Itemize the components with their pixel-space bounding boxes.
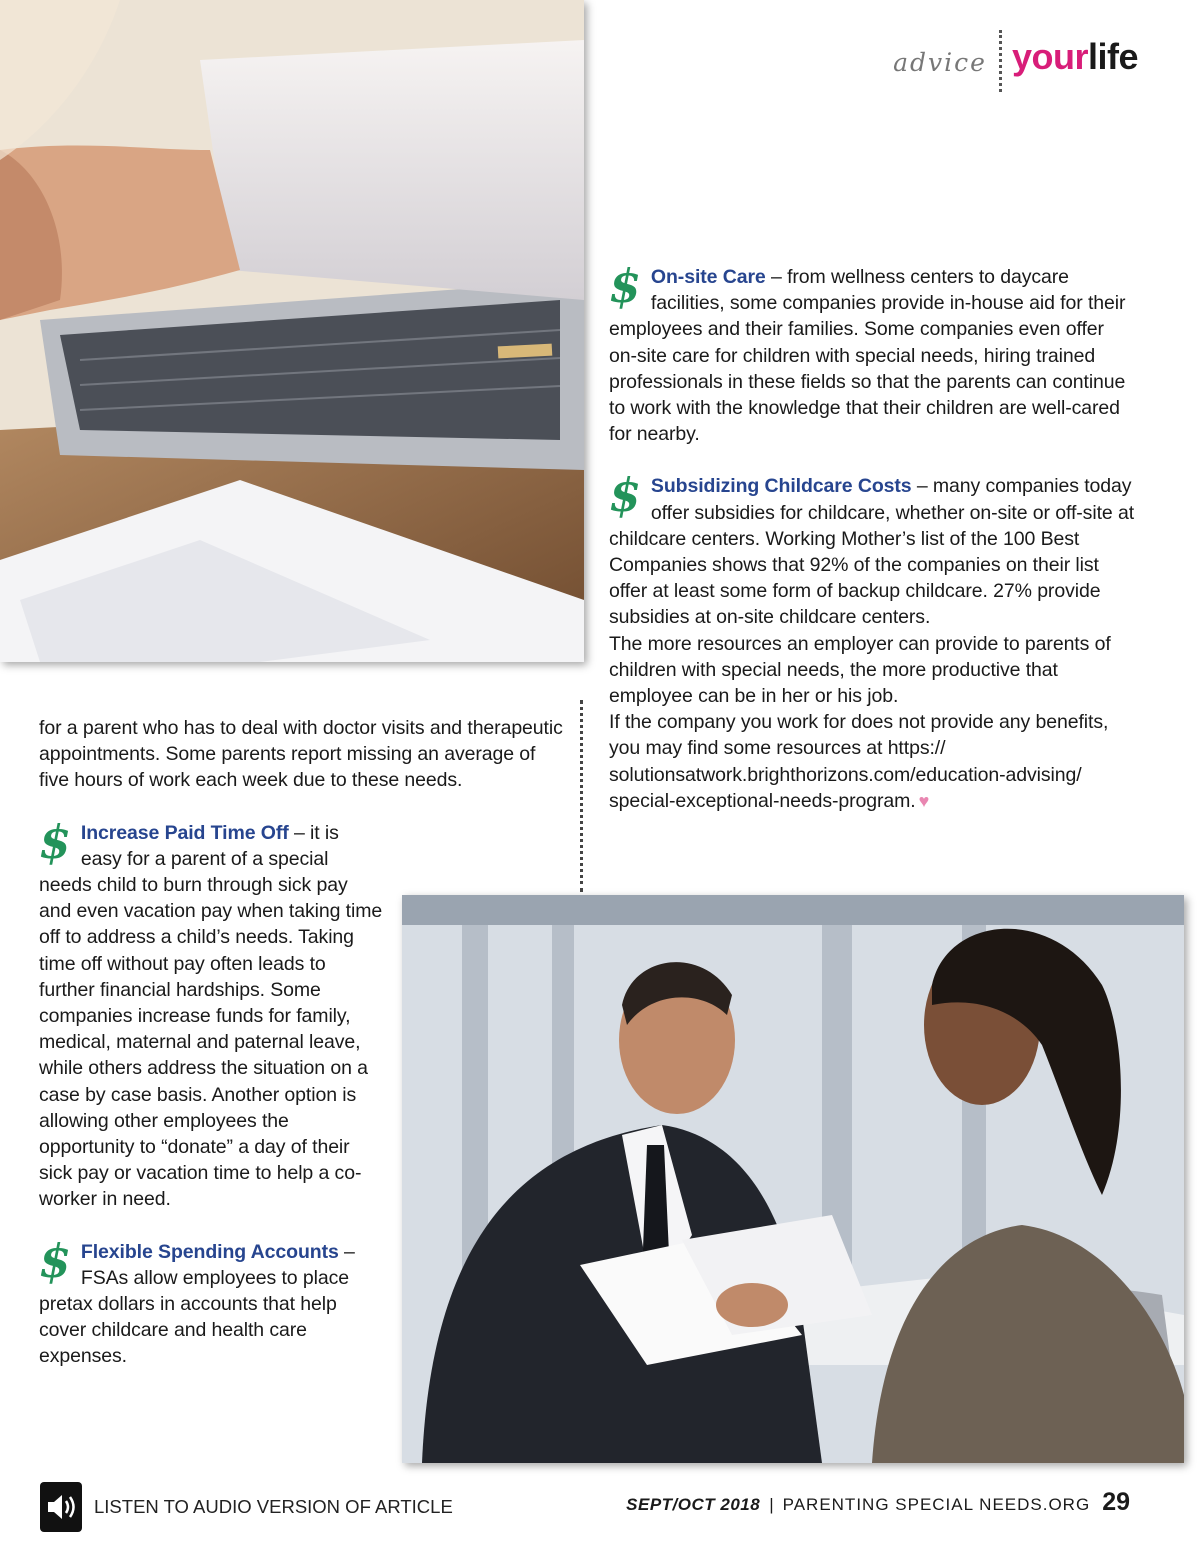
list-item [609, 259, 1137, 447]
closing-paragraph-1: The more resources an employer can provide to parents of children with special needs, the more productive that employee can be in her or his job. [609, 632, 1111, 708]
dollar-sign-icon: $ [609, 259, 641, 313]
section-title [1012, 36, 1138, 78]
site-name: PARENTING SPECIAL NEEDS.ORG [782, 1495, 1091, 1514]
heart-icon: ♥ [918, 790, 930, 811]
handshake-laptop-photo [0, 0, 584, 662]
list-item [39, 1233, 384, 1370]
item-body: – it is easy for a parent of a special needs child to burn through sick pay and even vacation pay when taking time off to address a child’s needs. Taking time off without pay often leads to further financial hardships. Some companies increase funds for family, medical, maternal and paternal leave, while others address the situation on a case by case basis. Another option is allowing other employees the opportunity to “donate” a day of their sick pay or vacation time to help a co-worker in need. [39, 821, 383, 1211]
resource-link-text: If the company you work for does not provide any benefits, you may find some resources at https:// solutionsatwork.brighthorizons.com/education-advising/ special-exceptional-needs-program. [609, 711, 1109, 812]
intro-paragraph: for a parent who has to deal with doctor visits and therapeutic appointments. Some parents report missing an average of five hours of work each week due to these needs. [39, 717, 563, 792]
section-title-your: your [1011, 36, 1088, 77]
footer-separator: | [769, 1495, 774, 1514]
item-body: – FSAs allow employees to place pretax dollars in accounts that help cover childcare and health care expenses. [39, 1240, 355, 1368]
dollar-sign-icon: $ [39, 814, 71, 869]
item-heading: Increase Paid Time Off [80, 821, 289, 844]
column-divider [580, 700, 583, 892]
list-item [609, 468, 1137, 630]
dollar-sign-icon: $ [39, 1233, 71, 1288]
left-column [39, 715, 564, 1370]
section-header [893, 30, 1138, 94]
page-number: 29 [1102, 1488, 1130, 1516]
issue-date: SEPT/OCT 2018 [626, 1495, 761, 1514]
section-word: advice [893, 48, 987, 77]
handshake-laptop-illustration [0, 0, 584, 662]
section-divider [999, 30, 1002, 92]
item-heading: Flexible Spending Accounts [80, 1240, 339, 1263]
section-title-life: life [1087, 36, 1138, 77]
right-column [609, 259, 1137, 814]
audio-link[interactable] [40, 1482, 453, 1532]
page-footer [626, 1488, 1130, 1517]
item-heading: Subsidizing Childcare Costs [650, 475, 912, 498]
closing-paragraph-2 [609, 709, 1137, 814]
item-body: – from wellness centers to daycare facilities, some companies provide in-house aid for their employees and their families. Some companies even offer on-site care for children with special needs, hiring trained professionals in these fields so that the parents can continue to work with the knowledge that their children are well-cared for nearby. [609, 266, 1126, 446]
speaker-icon[interactable] [40, 1482, 82, 1532]
dollar-sign-icon: $ [609, 468, 641, 523]
audio-label[interactable]: LISTEN TO AUDIO VERSION OF ARTICLE [94, 1496, 453, 1517]
item-body: – many companies today offer subsidies for childcare, whether on-site or off-site at childcare centers. Working Mother’s list of the 100 Best Companies shows that 92% of the companies on their list offer at least some form of backup childcare. 27% provide subsidies at on-site childcare centers. [609, 475, 1135, 629]
list-item [39, 814, 384, 1213]
item-heading: On-site Care [650, 266, 766, 288]
